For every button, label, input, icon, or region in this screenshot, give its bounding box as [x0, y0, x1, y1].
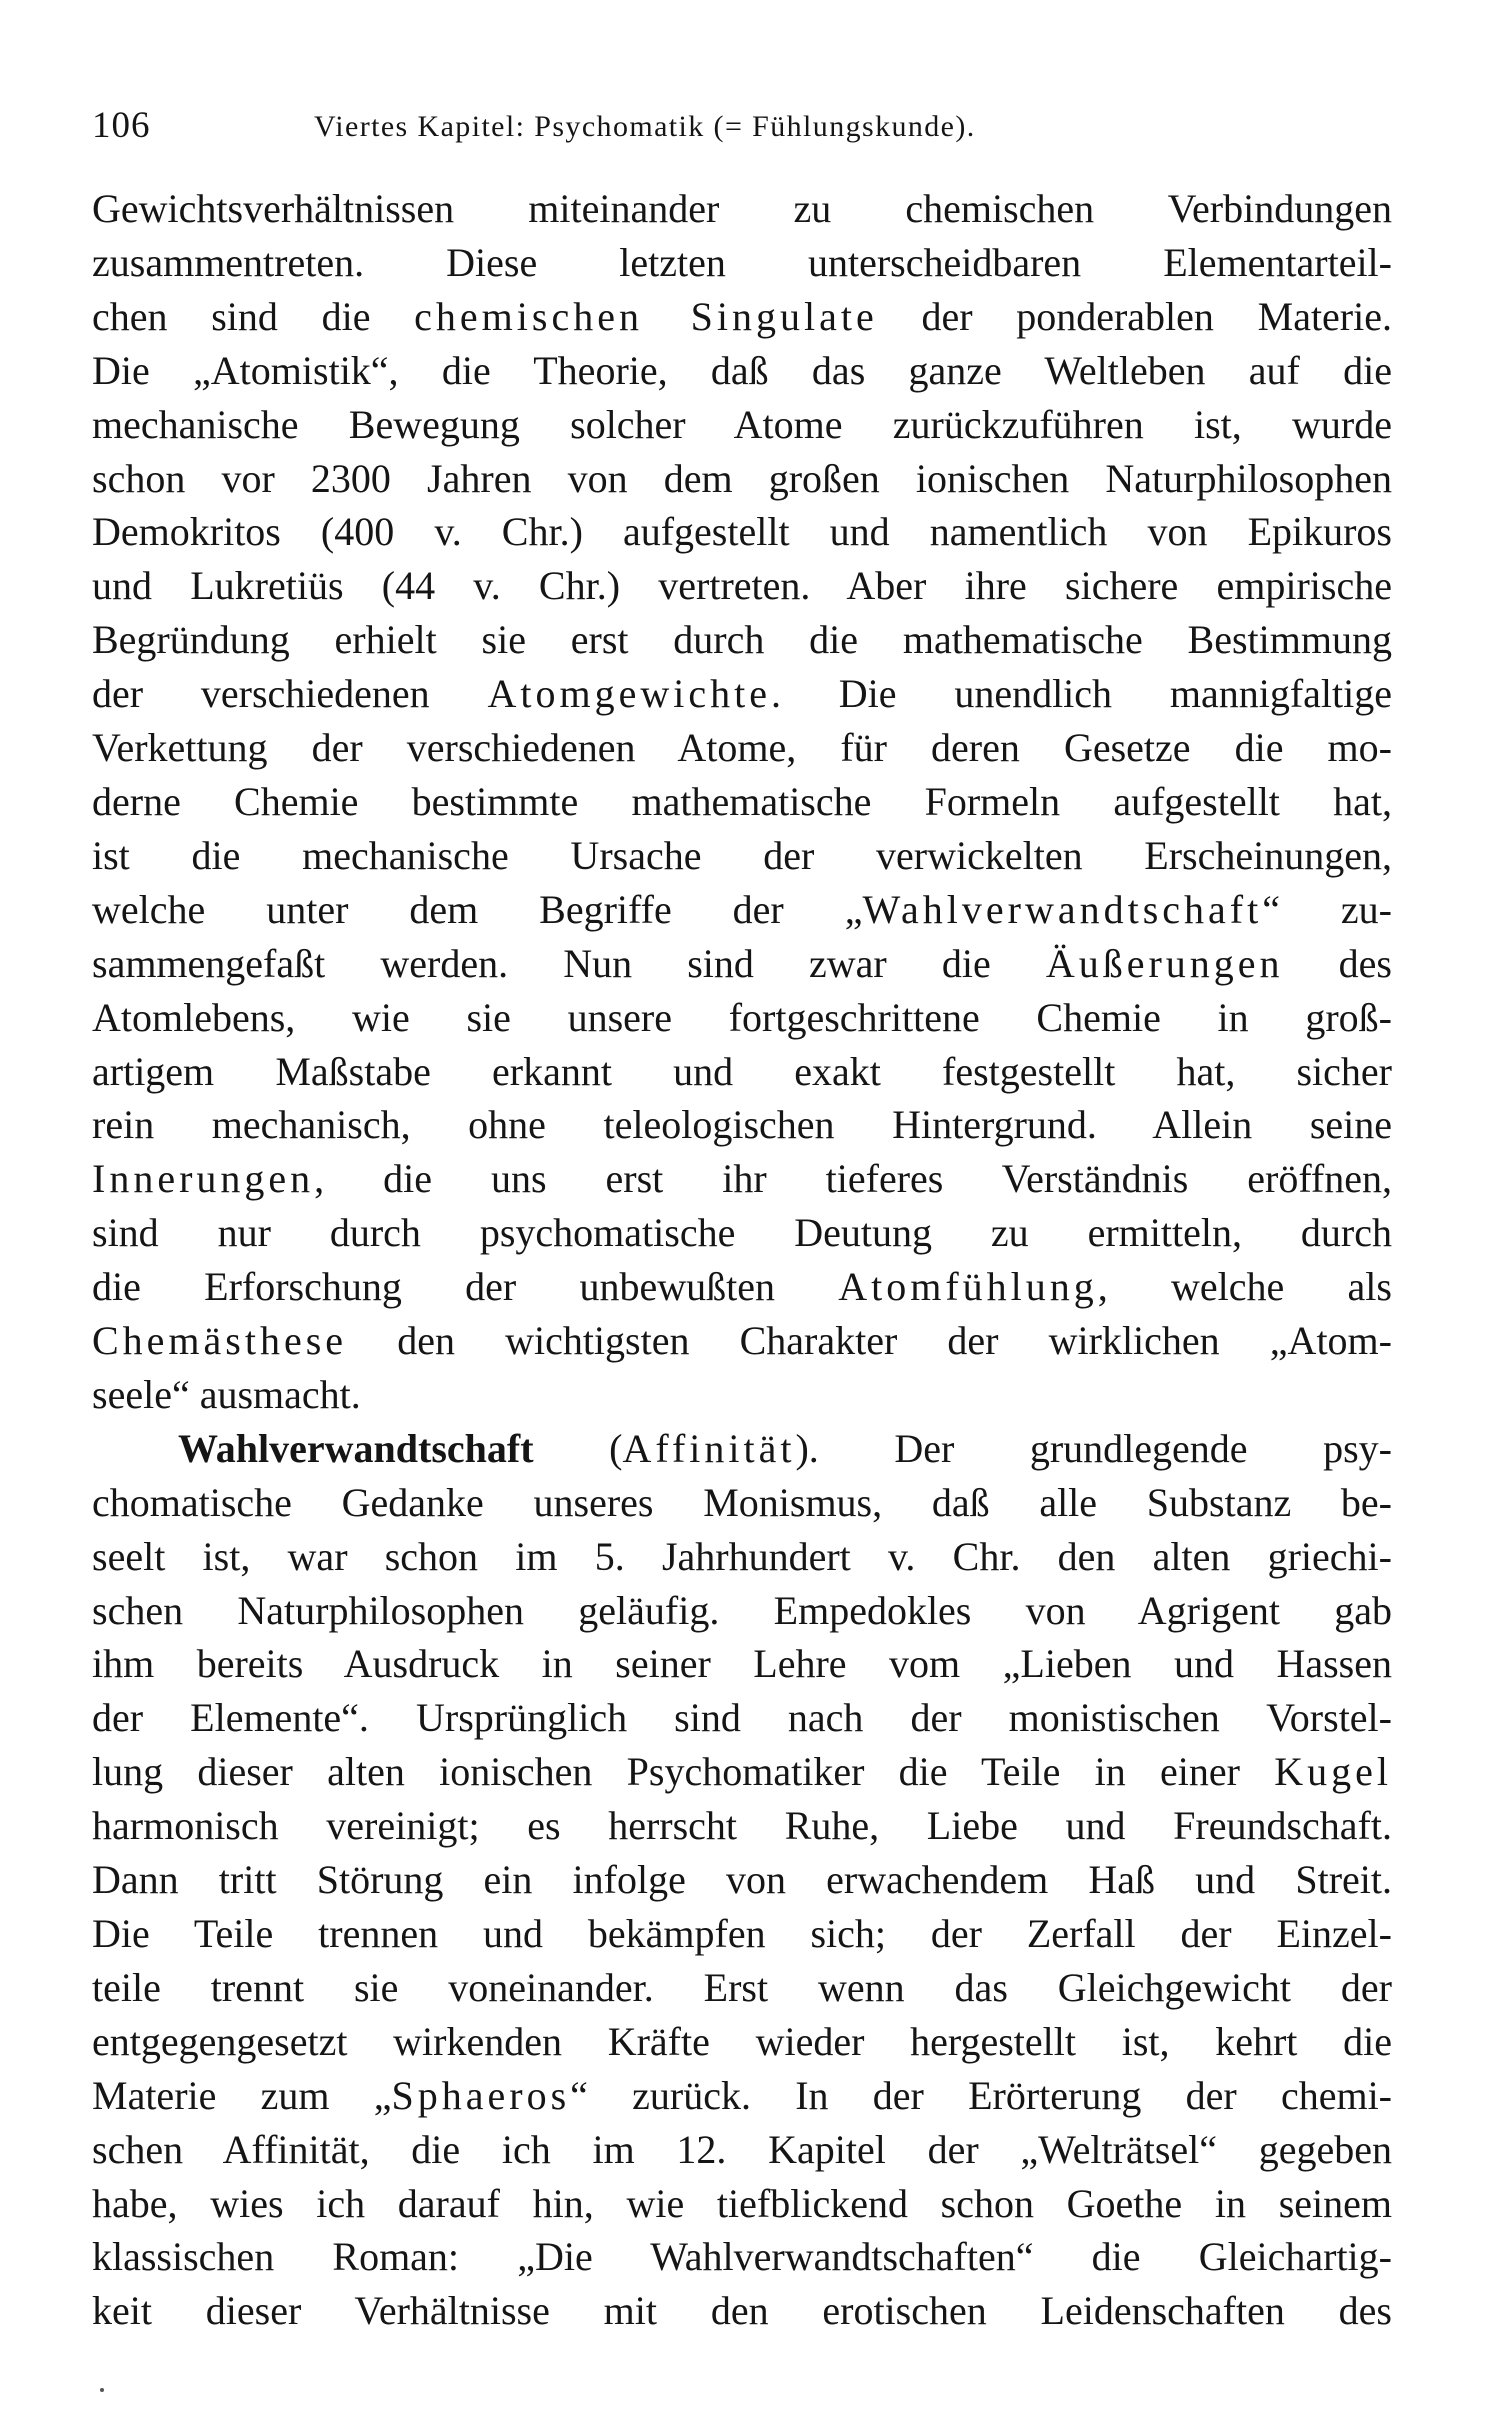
paragraph-2-first-line: Wahlverwandtschaft (Affinität). Der grundlegende psy-	[178, 1425, 1392, 1471]
text-line: schen Affinität, die ich im 12. Kapitel der „Welträtsel“ gegeben	[92, 2126, 1392, 2172]
spaced-emphasis: Sphaeros	[391, 2072, 571, 2118]
text-line: derne Chemie bestimmte mathematische Formeln aufgestellt hat,	[92, 778, 1392, 824]
text-line: mechanische Bewegung solcher Atome zurückzuführen ist, wurde	[92, 401, 1392, 447]
text-line: Die Teile trennen und bekämpfen sich; der Zerfall der Einzel-	[92, 1911, 1392, 1956]
text-segment: die Erforschung der unbewußten	[92, 1264, 839, 1310]
text-line	[92, 2069, 1392, 2123]
text-line: zusammentreten. Diese letzten unterscheidbaren Elementarteil-	[92, 239, 1392, 285]
text-line: habe, wies ich darauf hin, wie tiefblickend schon Goethe in seinem	[92, 2180, 1392, 2226]
text-line	[92, 290, 1392, 344]
text-line: artigem Maßstabe erkannt und exakt festgestellt hat, sicher	[92, 1048, 1392, 1094]
text-segment: lung dieser alten ionischen Psychomatiker die Teile in einer	[92, 1749, 1275, 1795]
page-number: 106	[92, 105, 151, 146]
text-line: Gewichtsverhältnissen miteinander zu chemischen Verbindungen	[92, 186, 1392, 231]
text-line: chomatische Gedanke unseres Monismus, daß alle Substanz be-	[92, 1479, 1392, 1525]
text-line	[92, 937, 1392, 991]
spaced-emphasis: Äußerungen	[1045, 940, 1284, 986]
spaced-emphasis: chemischen Singulate	[414, 293, 878, 339]
running-head: Viertes Kapitel: Psychomatik (= Fühlungskunde).	[314, 110, 976, 143]
text-line	[92, 1314, 1392, 1368]
print-speck	[100, 2388, 104, 2392]
text-segment: sammengefaßt werden. Nun sind zwar die	[92, 940, 1046, 986]
text-segment: den wichtigsten Charakter der wirklichen „Atom-	[347, 1318, 1392, 1364]
paragraph-1	[92, 182, 1392, 1422]
text-segment: der verschiedenen	[92, 671, 488, 717]
text-line: Demokritos (400 v. Chr.) aufgestellt und namentlich von Epikuros	[92, 509, 1392, 555]
text-line: der Elemente“. Ursprünglich sind nach der monistischen Vorstel-	[92, 1695, 1392, 1741]
first-line-rest: . Der grundlegende psy-	[808, 1425, 1392, 1471]
text-segment: . Die unendlich mannigfaltige	[770, 671, 1392, 717]
text-segment: des	[1283, 940, 1393, 986]
text-line: klassischen Roman: „Die Wahlverwandtschaften“ die Gleichartig-	[92, 2234, 1392, 2280]
text-line: seele“ ausmacht.	[92, 1371, 361, 1417]
text-line: Atomlebens, wie sie unsere fortgeschrittene Chemie in groß-	[92, 994, 1392, 1040]
text-line: Die „Atomistik“, die Theorie, daß das ganze Weltleben auf die	[92, 347, 1392, 393]
text-segment: chen sind die	[92, 293, 415, 339]
spaced-emphasis: Innerungen	[92, 1156, 315, 1202]
paragraph-2	[92, 1422, 1392, 2338]
text-line: seelt ist, war schon im 5. Jahrhundert v. Chr. den alten griechi-	[92, 1533, 1392, 1579]
text-line: Verkettung der verschiedenen Atome, für deren Gesetze die mo-	[92, 725, 1392, 771]
section-heading: Wahlverwandtschaft	[178, 1425, 534, 1471]
text-line: und Lukretiüs (44 v. Chr.) vertreten. Aber ihre sichere empirische	[92, 563, 1392, 609]
text-line: sind nur durch psychomatische Deutung zu ermitteln, durch	[92, 1210, 1392, 1256]
spaced-emphasis: Chemästhese	[92, 1318, 348, 1364]
text-line	[92, 667, 1392, 721]
text-line: ihm bereits Ausdruck in seiner Lehre vom „Lieben und Hassen	[92, 1641, 1392, 1687]
text-line: ist die mechanische Ursache der verwickelten Erscheinungen,	[92, 832, 1392, 878]
text-segment: welche unter dem Begriffe der „	[92, 886, 863, 932]
text-line: rein mechanisch, ohne teleologischen Hintergrund. Allein seine	[92, 1102, 1392, 1148]
text-line: schen Naturphilosophen geläufig. Empedokles von Agrigent gab	[92, 1587, 1392, 1633]
text-line: schon vor 2300 Jahren von dem großen ionischen Naturphilosophen	[92, 455, 1392, 501]
text-segment: , welche als	[1097, 1264, 1392, 1310]
book-page	[92, 96, 1392, 2338]
text-line	[92, 1152, 1392, 1206]
text-segment: “ zurück. In der Erörterung der chemi-	[570, 2072, 1392, 2118]
text-line: Begründung erhielt sie erst durch die mathematische Bestimmung	[92, 617, 1392, 663]
heading-aside: Affinität	[622, 1425, 796, 1471]
text-segment: Materie zum „	[92, 2072, 392, 2118]
spaced-emphasis: Atomfühlung	[838, 1264, 1098, 1310]
spaced-emphasis: Atomgewichte	[487, 671, 771, 717]
text-line: entgegengesetzt wirkenden Kräfte wieder hergestellt ist, kehrt die	[92, 2018, 1392, 2064]
text-line: harmonisch vereinigt; es herrscht Ruhe, Liebe und Freundschaft.	[92, 1803, 1392, 1849]
text-line	[92, 1260, 1392, 1314]
text-line: keit dieser Verhältnisse mit den erotischen Leidenschaften des	[92, 2288, 1392, 2334]
text-line	[92, 883, 1392, 937]
text-line	[92, 1745, 1392, 1799]
text-segment: “ zu-	[1262, 886, 1392, 932]
page-header	[92, 96, 1392, 160]
body-text	[92, 182, 1392, 2338]
text-segment: , die uns erst ihr tieferes Verständnis eröffnen,	[314, 1156, 1392, 1202]
text-line: Dann tritt Störung ein infolge von erwachendem Haß und Streit.	[92, 1857, 1392, 1903]
text-segment: der ponderablen Materie.	[877, 293, 1392, 339]
text-line: teile trennt sie voneinander. Erst wenn das Gleichgewicht der	[92, 1964, 1392, 2010]
spaced-emphasis: Kugel	[1274, 1749, 1392, 1795]
spaced-emphasis: Wahlverwandtschaft	[862, 886, 1263, 932]
